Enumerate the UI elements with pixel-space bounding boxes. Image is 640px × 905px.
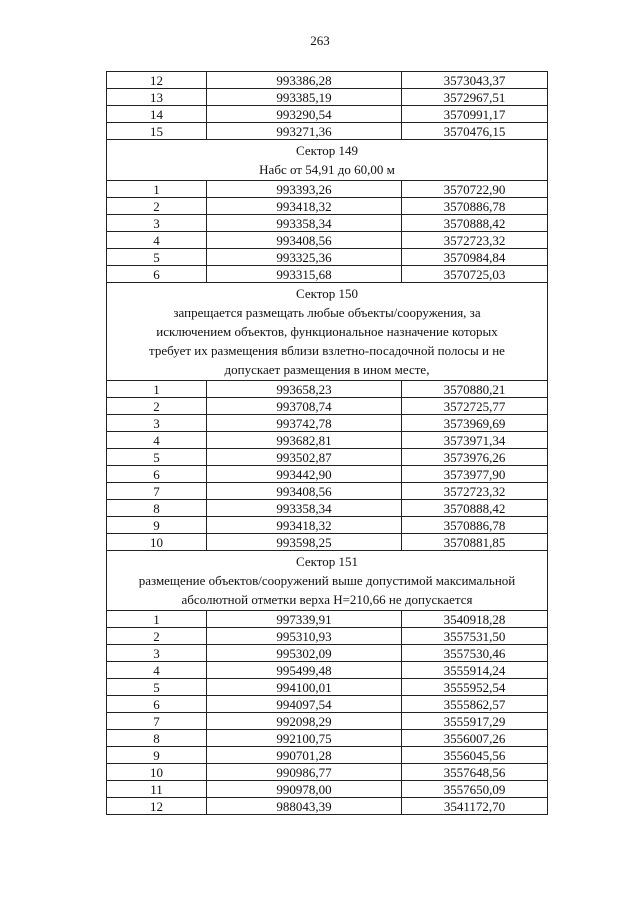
coordinates-table bbox=[106, 71, 548, 815]
point-number-cell: 6 bbox=[107, 466, 207, 483]
point-number-cell: 6 bbox=[107, 696, 207, 713]
x-coordinate-cell: 997339,91 bbox=[207, 611, 402, 628]
sector-note-line: запрещается размещать любые объекты/сооружения, за bbox=[173, 305, 481, 320]
table-row bbox=[107, 730, 548, 747]
y-coordinate-cell: 3570886,78 bbox=[402, 198, 548, 215]
y-coordinate-cell: 3555917,29 bbox=[402, 713, 548, 730]
sector-header-cell bbox=[107, 140, 548, 181]
y-coordinate-cell: 3573043,37 bbox=[402, 72, 548, 89]
y-coordinate-cell: 3540918,28 bbox=[402, 611, 548, 628]
table-row bbox=[107, 517, 548, 534]
x-coordinate-cell: 993408,56 bbox=[207, 232, 402, 249]
sector-note-line: исключением объектов, функциональное назначение которых bbox=[156, 324, 498, 339]
x-coordinate-cell: 993315,68 bbox=[207, 266, 402, 283]
y-coordinate-cell: 3570722,90 bbox=[402, 181, 548, 198]
y-coordinate-cell: 3573971,34 bbox=[402, 432, 548, 449]
y-coordinate-cell: 3557648,56 bbox=[402, 764, 548, 781]
y-coordinate-cell: 3572723,32 bbox=[402, 232, 548, 249]
point-number-cell: 4 bbox=[107, 232, 207, 249]
table-row bbox=[107, 500, 548, 517]
y-coordinate-cell: 3570881,85 bbox=[402, 534, 548, 551]
point-number-cell: 8 bbox=[107, 730, 207, 747]
point-number-cell: 11 bbox=[107, 781, 207, 798]
table-row bbox=[107, 266, 548, 283]
y-coordinate-cell: 3572725,77 bbox=[402, 398, 548, 415]
table-row bbox=[107, 747, 548, 764]
x-coordinate-cell: 993598,25 bbox=[207, 534, 402, 551]
sector-title: Сектор 151 bbox=[295, 554, 358, 569]
x-coordinate-cell: 994100,01 bbox=[207, 679, 402, 696]
sector-title: Сектор 150 bbox=[295, 286, 358, 301]
x-coordinate-cell: 993386,28 bbox=[207, 72, 402, 89]
x-coordinate-cell: 990978,00 bbox=[207, 781, 402, 798]
sector-note-line: допускает размещения в ином месте, bbox=[224, 362, 430, 377]
point-number-cell: 3 bbox=[107, 645, 207, 662]
x-coordinate-cell: 993325,36 bbox=[207, 249, 402, 266]
table-row bbox=[107, 781, 548, 798]
y-coordinate-cell: 3572723,32 bbox=[402, 483, 548, 500]
x-coordinate-cell: 993708,74 bbox=[207, 398, 402, 415]
y-coordinate-cell: 3557650,09 bbox=[402, 781, 548, 798]
sector-header-row bbox=[107, 283, 548, 381]
table-row bbox=[107, 534, 548, 551]
point-number-cell: 14 bbox=[107, 106, 207, 123]
sector-header-cell bbox=[107, 551, 548, 611]
point-number-cell: 1 bbox=[107, 381, 207, 398]
point-number-cell: 15 bbox=[107, 123, 207, 140]
y-coordinate-cell: 3570888,42 bbox=[402, 215, 548, 232]
y-coordinate-cell: 3557531,50 bbox=[402, 628, 548, 645]
x-coordinate-cell: 993658,23 bbox=[207, 381, 402, 398]
table-row bbox=[107, 679, 548, 696]
x-coordinate-cell: 993408,56 bbox=[207, 483, 402, 500]
point-number-cell: 4 bbox=[107, 662, 207, 679]
x-coordinate-cell: 992098,29 bbox=[207, 713, 402, 730]
y-coordinate-cell: 3555862,57 bbox=[402, 696, 548, 713]
point-number-cell: 7 bbox=[107, 483, 207, 500]
point-number-cell: 3 bbox=[107, 215, 207, 232]
point-number-cell: 7 bbox=[107, 713, 207, 730]
x-coordinate-cell: 993271,36 bbox=[207, 123, 402, 140]
sector-note-line: абсолютной отметки верха Н=210,66 не допускается bbox=[181, 592, 473, 607]
point-number-cell: 10 bbox=[107, 764, 207, 781]
table-row bbox=[107, 628, 548, 645]
x-coordinate-cell: 993682,81 bbox=[207, 432, 402, 449]
point-number-cell: 5 bbox=[107, 249, 207, 266]
point-number-cell: 1 bbox=[107, 181, 207, 198]
x-coordinate-cell: 993502,87 bbox=[207, 449, 402, 466]
table-row bbox=[107, 483, 548, 500]
sector-header-row bbox=[107, 551, 548, 611]
sector-note-line: требует их размещения вблизи взлетно-посадочной полосы и не bbox=[149, 343, 505, 358]
table-row bbox=[107, 449, 548, 466]
y-coordinate-cell: 3573976,26 bbox=[402, 449, 548, 466]
sector-header-cell bbox=[107, 283, 548, 381]
table-row bbox=[107, 432, 548, 449]
point-number-cell: 5 bbox=[107, 679, 207, 696]
table-row bbox=[107, 381, 548, 398]
table-row bbox=[107, 645, 548, 662]
y-coordinate-cell: 3570984,84 bbox=[402, 249, 548, 266]
point-number-cell: 2 bbox=[107, 198, 207, 215]
x-coordinate-cell: 993418,32 bbox=[207, 517, 402, 534]
point-number-cell: 1 bbox=[107, 611, 207, 628]
point-number-cell: 12 bbox=[107, 798, 207, 815]
point-number-cell: 13 bbox=[107, 89, 207, 106]
x-coordinate-cell: 993358,34 bbox=[207, 215, 402, 232]
table-row bbox=[107, 123, 548, 140]
point-number-cell: 2 bbox=[107, 628, 207, 645]
table-row bbox=[107, 215, 548, 232]
x-coordinate-cell: 992100,75 bbox=[207, 730, 402, 747]
x-coordinate-cell: 988043,39 bbox=[207, 798, 402, 815]
y-coordinate-cell: 3573969,69 bbox=[402, 415, 548, 432]
table-row bbox=[107, 466, 548, 483]
x-coordinate-cell: 993290,54 bbox=[207, 106, 402, 123]
table-row bbox=[107, 249, 548, 266]
point-number-cell: 8 bbox=[107, 500, 207, 517]
point-number-cell: 9 bbox=[107, 517, 207, 534]
table-row bbox=[107, 232, 548, 249]
table-row bbox=[107, 181, 548, 198]
table-row bbox=[107, 198, 548, 215]
x-coordinate-cell: 993442,90 bbox=[207, 466, 402, 483]
x-coordinate-cell: 990701,28 bbox=[207, 747, 402, 764]
x-coordinate-cell: 995499,48 bbox=[207, 662, 402, 679]
y-coordinate-cell: 3570991,17 bbox=[402, 106, 548, 123]
table-row bbox=[107, 89, 548, 106]
point-number-cell: 9 bbox=[107, 747, 207, 764]
y-coordinate-cell: 3557530,46 bbox=[402, 645, 548, 662]
table-row bbox=[107, 106, 548, 123]
table-row bbox=[107, 696, 548, 713]
point-number-cell: 6 bbox=[107, 266, 207, 283]
x-coordinate-cell: 993385,19 bbox=[207, 89, 402, 106]
x-coordinate-cell: 994097,54 bbox=[207, 696, 402, 713]
y-coordinate-cell: 3556045,56 bbox=[402, 747, 548, 764]
table-row bbox=[107, 713, 548, 730]
x-coordinate-cell: 995302,09 bbox=[207, 645, 402, 662]
y-coordinate-cell: 3570880,21 bbox=[402, 381, 548, 398]
table-row bbox=[107, 764, 548, 781]
x-coordinate-cell: 993418,32 bbox=[207, 198, 402, 215]
table-row bbox=[107, 72, 548, 89]
y-coordinate-cell: 3570888,42 bbox=[402, 500, 548, 517]
x-coordinate-cell: 995310,93 bbox=[207, 628, 402, 645]
y-coordinate-cell: 3570476,15 bbox=[402, 123, 548, 140]
point-number-cell: 10 bbox=[107, 534, 207, 551]
table-row bbox=[107, 611, 548, 628]
sector-note-line: Набс от 54,91 до 60,00 м bbox=[259, 162, 395, 177]
x-coordinate-cell: 993393,26 bbox=[207, 181, 402, 198]
point-number-cell: 4 bbox=[107, 432, 207, 449]
sector-note-line: размещение объектов/сооружений выше допустимой максимальной bbox=[138, 573, 516, 588]
point-number-cell: 2 bbox=[107, 398, 207, 415]
y-coordinate-cell: 3541172,70 bbox=[402, 798, 548, 815]
y-coordinate-cell: 3570886,78 bbox=[402, 517, 548, 534]
point-number-cell: 12 bbox=[107, 72, 207, 89]
sector-title: Сектор 149 bbox=[295, 143, 358, 158]
y-coordinate-cell: 3570725,03 bbox=[402, 266, 548, 283]
y-coordinate-cell: 3555914,24 bbox=[402, 662, 548, 679]
x-coordinate-cell: 990986,77 bbox=[207, 764, 402, 781]
y-coordinate-cell: 3572967,51 bbox=[402, 89, 548, 106]
coordinates-table-body bbox=[107, 72, 548, 815]
y-coordinate-cell: 3555952,54 bbox=[402, 679, 548, 696]
table-row bbox=[107, 415, 548, 432]
point-number-cell: 3 bbox=[107, 415, 207, 432]
page-number: 263 bbox=[310, 33, 330, 48]
sector-header-row bbox=[107, 140, 548, 181]
y-coordinate-cell: 3556007,26 bbox=[402, 730, 548, 747]
table-row bbox=[107, 798, 548, 815]
y-coordinate-cell: 3573977,90 bbox=[402, 466, 548, 483]
table-row bbox=[107, 662, 548, 679]
x-coordinate-cell: 993358,34 bbox=[207, 500, 402, 517]
point-number-cell: 5 bbox=[107, 449, 207, 466]
table-row bbox=[107, 398, 548, 415]
x-coordinate-cell: 993742,78 bbox=[207, 415, 402, 432]
